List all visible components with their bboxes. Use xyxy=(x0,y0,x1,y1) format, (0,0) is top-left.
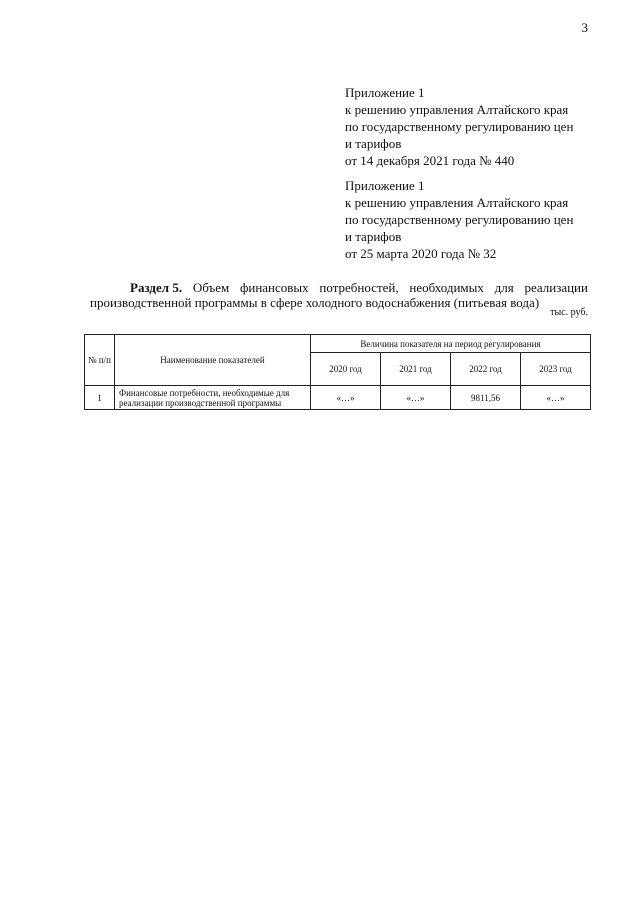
section-title-word: реализации xyxy=(524,280,588,295)
appendix-current-line: Приложение 1 xyxy=(345,85,425,100)
appendix-current-line: к решению управления Алтайского края xyxy=(345,102,569,117)
appendix-current xyxy=(345,84,605,169)
header-year: 2020 год xyxy=(311,353,381,386)
section-heading-line1 xyxy=(90,280,588,295)
financial-needs-table xyxy=(84,334,591,410)
section-title-word: Объем xyxy=(192,280,230,295)
appendix-previous-line: и тарифов xyxy=(345,229,402,244)
page-number: 3 xyxy=(581,20,588,35)
table-row xyxy=(85,386,591,410)
row-value: «…» xyxy=(521,386,591,410)
appendix-previous-line: от 25 марта 2020 года № 32 xyxy=(345,246,497,261)
appendix-previous xyxy=(345,177,605,262)
row-value: 9811,56 xyxy=(451,386,521,410)
header-period: Величина показателя на период регулирования xyxy=(311,335,591,353)
appendix-current-line: по государственному регулированию цен xyxy=(345,119,574,134)
section-title-word: потребностей, xyxy=(319,280,399,295)
section-title-word: необходимых xyxy=(409,280,484,295)
section-title-word: для xyxy=(494,280,514,295)
header-year: 2023 год xyxy=(521,353,591,386)
section-heading xyxy=(90,280,588,310)
row-num: 1 xyxy=(85,386,115,410)
appendix-current-line: от 14 декабря 2021 года № 440 xyxy=(345,153,515,168)
header-year: 2021 год xyxy=(381,353,451,386)
section-label: Раздел 5. xyxy=(130,280,183,295)
header-year: 2022 год xyxy=(451,353,521,386)
section-title-word: финансовых xyxy=(239,280,309,295)
section-heading-line2: производственной программы в сфере холодного водоснабжения (питьевая вода) xyxy=(90,295,540,310)
header-num: № п/п xyxy=(85,335,115,386)
row-name: Финансовые потребности, необходимые для реализации производственной программы xyxy=(115,386,311,410)
appendix-previous-line: Приложение 1 xyxy=(345,178,425,193)
appendix-current-line: и тарифов xyxy=(345,136,402,151)
row-value: «…» xyxy=(311,386,381,410)
appendix-previous-line: к решению управления Алтайского края xyxy=(345,195,569,210)
appendix-previous-line: по государственному регулированию цен xyxy=(345,212,574,227)
units-label: тыс. руб. xyxy=(550,307,588,318)
table-header-row xyxy=(85,335,591,353)
row-value: «…» xyxy=(381,386,451,410)
header-name: Наименование показателей xyxy=(115,335,311,386)
